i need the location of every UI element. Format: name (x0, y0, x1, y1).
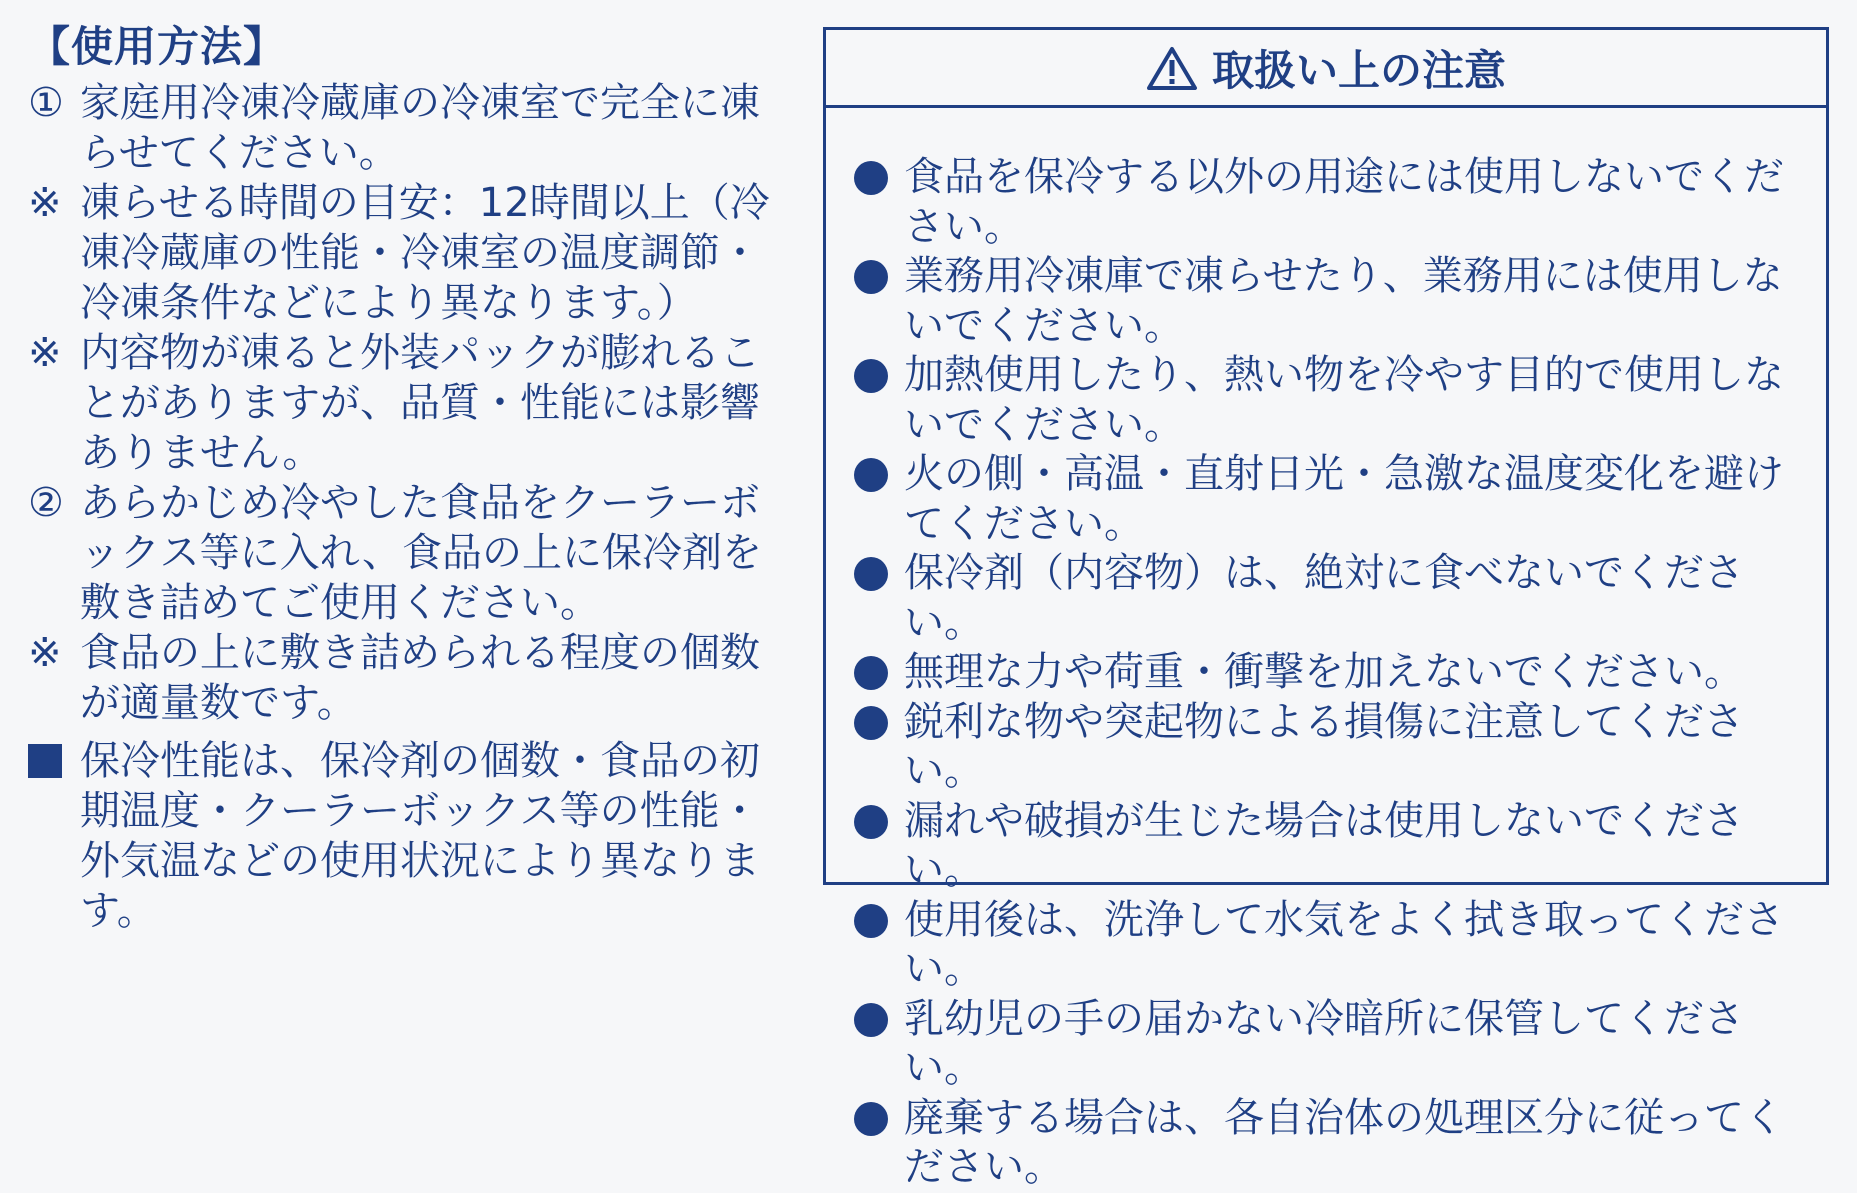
usage-note-swelling (28, 328, 798, 478)
note-mark: ※ (28, 180, 62, 226)
caution-item (854, 995, 1810, 1094)
note-mark: ※ (28, 330, 62, 376)
bullet-dot-icon (854, 1102, 888, 1136)
usage-step-2 (28, 478, 798, 628)
caution-item (854, 797, 1810, 896)
cautions-list (826, 108, 1826, 1193)
square-bullet-icon (28, 736, 80, 790)
bullet-dot-icon (854, 904, 888, 938)
caution-item (854, 351, 1810, 450)
caution-item (854, 896, 1810, 995)
bullet-dot-icon (854, 805, 888, 839)
caution-item (854, 450, 1810, 549)
caution-item (854, 698, 1810, 797)
caution-item (854, 1094, 1810, 1193)
caution-text: 廃棄する場合は、各自治体の処理区分に従ってください。 (904, 1094, 1784, 1190)
bullet-dot-icon (854, 557, 888, 591)
usage-note-freeze-time (28, 178, 798, 328)
usage-title: 【使用方法】 (28, 22, 287, 71)
caution-text: 漏れや破損が生じた場合は使用しないでください。 (904, 797, 1744, 893)
bullet-dot-icon (854, 260, 888, 294)
note-text: 内容物が凍ると外装パックが膨れることがありますが、品質・性能には影響ありません。 (80, 330, 760, 476)
step-1-mark: ① (28, 80, 64, 126)
bullet-dot-icon (854, 656, 888, 690)
caution-text: 乳幼児の手の届かない冷暗所に保管してください。 (904, 995, 1744, 1091)
bullet-dot-icon (854, 161, 888, 195)
note-mark: ※ (28, 630, 62, 676)
caution-text: 業務用冷凍庫で凍らせたり、業務用には使用しないでください。 (904, 253, 1783, 349)
bullet-dot-icon (854, 706, 888, 740)
usage-note-quantity (28, 628, 798, 728)
cautions-title: 取扱い上の注意 (1211, 45, 1506, 95)
caution-text: 使用後は、洗浄して水気をよく拭き取ってください。 (904, 896, 1784, 992)
usage-section (28, 22, 798, 936)
note-text: 凍らせる時間の目安：12時間以上（冷凍冷蔵庫の性能・冷凍室の温度調節・冷凍条件などにより異なります。） (80, 180, 770, 326)
caution-item (854, 648, 1810, 698)
usage-performance-note (28, 736, 798, 936)
usage-step-1 (28, 78, 798, 178)
caution-item (854, 153, 1810, 252)
caution-text: 保冷剤（内容物）は、絶対に食べないでください。 (904, 550, 1744, 646)
caution-item (854, 549, 1810, 648)
performance-text: 保冷性能は、保冷剤の個数・食品の初期温度・クーラーボックス等の性能・外気温などの使用状況により異なります。 (80, 738, 760, 934)
note-text: 食品の上に敷き詰められる程度の個数が適量数です。 (80, 630, 760, 726)
caution-text: 加熱使用したり、熱い物を冷やす目的で使用しないでください。 (904, 352, 1784, 448)
step-2-text: あらかじめ冷やした食品をクーラーボックス等に入れ、食品の上に保冷剤を敷き詰めてご使用ください。 (80, 480, 762, 626)
bullet-dot-icon (854, 1003, 888, 1037)
caution-text: 無理な力や荷重・衝撃を加えないでください。 (904, 649, 1744, 695)
caution-text: 鋭利な物や突起物による損傷に注意してください。 (904, 698, 1744, 794)
caution-text: 火の側・高温・直射日光・急激な温度変化を避けてください。 (904, 451, 1784, 547)
bullet-dot-icon (854, 359, 888, 393)
caution-item (854, 252, 1810, 351)
cautions-header (826, 30, 1826, 108)
step-1-text: 家庭用冷凍冷蔵庫の冷凍室で完全に凍らせてください。 (80, 80, 760, 176)
warning-triangle-icon (1146, 45, 1198, 91)
step-2-mark: ② (28, 480, 64, 526)
bullet-dot-icon (854, 458, 888, 492)
caution-text: 食品を保冷する以外の用途には使用しないでください。 (904, 154, 1784, 250)
cautions-box (823, 27, 1829, 1190)
